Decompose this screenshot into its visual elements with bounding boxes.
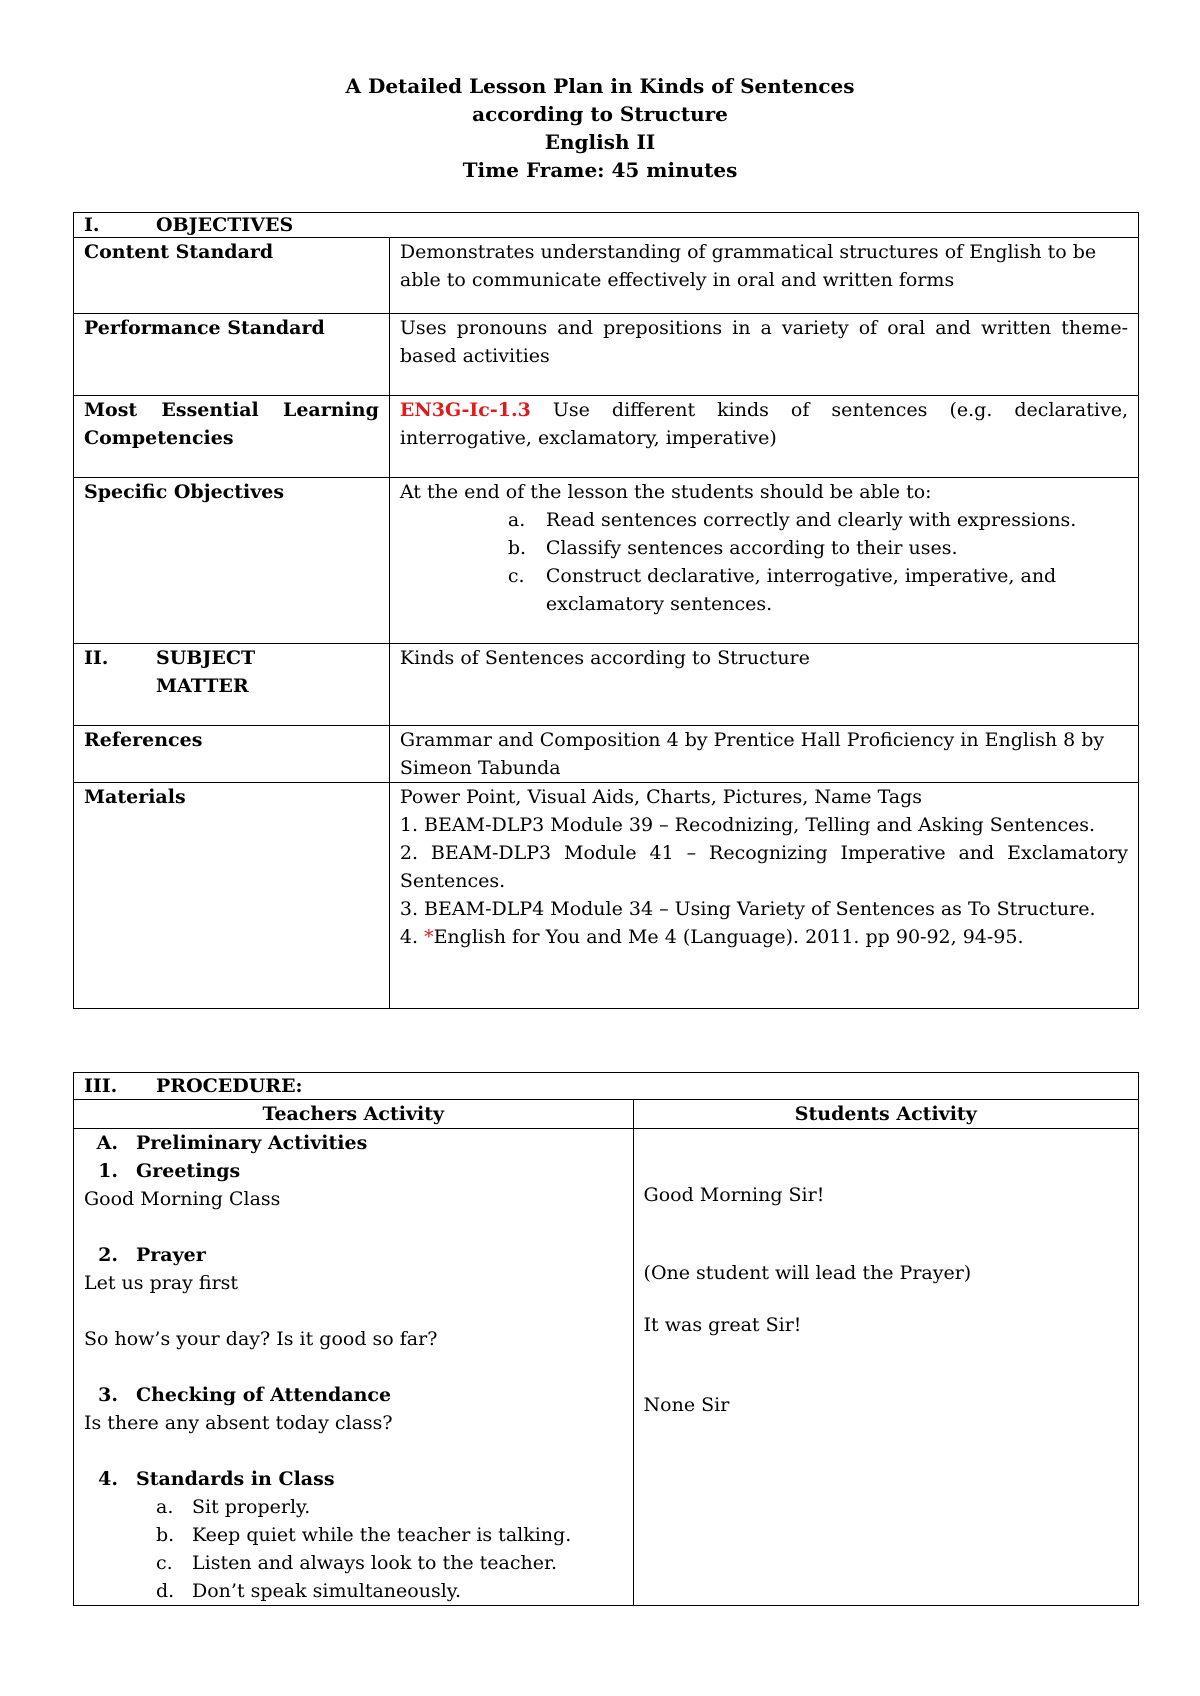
- materials-item-1: 1. BEAM-DLP3 Module 39 – Recodnizing, Telling and Asking Sentences.: [399, 814, 1095, 836]
- references-text: Grammar and Composition 4 by Prentice Hall Proficiency in English 8 by Simeon Tabunda: [389, 726, 1138, 783]
- materials-row: [74, 783, 1139, 1009]
- materials-item-3: 3. BEAM-DLP4 Module 34 – Using Variety of Sentences as To Structure.: [399, 898, 1096, 920]
- standards-text: Standards in Class: [136, 1468, 335, 1490]
- list-item-text: Construct declarative, interrogative, imperative, and exclamatory sentences.: [545, 565, 1057, 615]
- attendance-teacher-text: Is there any absent today class?: [84, 1412, 393, 1434]
- section-a-marker: A.: [96, 1132, 118, 1154]
- prayer-teacher-text: Let us pray first: [84, 1272, 239, 1294]
- materials-intro: Power Point, Visual Aids, Charts, Pictures, Name Tags: [399, 786, 923, 808]
- greet-student-text: Good Morning Sir!: [643, 1184, 825, 1206]
- objectives-table: [73, 212, 1139, 1009]
- procedure-heading-text: PROCEDURE:: [156, 1075, 303, 1097]
- objectives-heading: [74, 213, 1139, 238]
- melc-label-word-3: Learning: [282, 399, 379, 421]
- subject-matter-row: [74, 644, 1139, 726]
- materials-content: [389, 783, 1138, 1009]
- list-item-text: Sit properly.: [192, 1496, 311, 1518]
- content-standard-label: Content Standard: [74, 238, 390, 314]
- list-item: [400, 562, 1128, 618]
- list-item: [84, 1493, 623, 1521]
- greetings-marker: 1.: [98, 1160, 118, 1182]
- title-line-3: English II: [544, 130, 656, 154]
- melc-description: Use different kinds of sentences (e.g. declarative, interrogative, exclamatory, imperative): [399, 399, 1128, 449]
- procedure-table: [73, 1072, 1139, 1606]
- students-activity-header: Students Activity: [633, 1100, 1138, 1129]
- day-student-text: It was great Sir!: [643, 1314, 802, 1336]
- title-line-1: A Detailed Lesson Plan in Kinds of Sentences: [345, 74, 855, 98]
- references-row: [74, 726, 1139, 783]
- attendance-text: Checking of Attendance: [136, 1384, 392, 1406]
- specific-objectives-list: [400, 506, 1128, 618]
- materials-item-4-text: English for You and Me 4 (Language). 2011. pp 90-92, 94-95.: [433, 926, 1024, 948]
- content-standard-text: Demonstrates understanding of grammatical structures of English to be able to communicate effectively in oral and written forms: [389, 238, 1138, 314]
- list-item-text: Read sentences correctly and clearly with expressions.: [545, 509, 1077, 531]
- list-item: [400, 506, 1128, 534]
- performance-standard-row: [74, 314, 1139, 396]
- list-marker: d.: [156, 1580, 175, 1602]
- procedure-heading: [74, 1073, 1139, 1100]
- procedure-content-row: [74, 1129, 1139, 1606]
- title-line-2: according to Structure: [472, 102, 728, 126]
- list-marker: b.: [156, 1524, 175, 1546]
- subject-label-1: SUBJECT: [156, 647, 256, 669]
- prayer-student-text: (One student will lead the Prayer): [643, 1262, 972, 1284]
- objectives-heading-row: [74, 213, 1139, 238]
- list-item: [400, 534, 1128, 562]
- subject-label-2: MATTER: [156, 675, 249, 697]
- melc-code: EN3G-Ic-1.3: [399, 399, 531, 421]
- objectives-heading-text: OBJECTIVES: [156, 214, 294, 236]
- materials-label: Materials: [74, 783, 390, 1009]
- references-label: References: [74, 726, 390, 783]
- asterisk-mark: *: [424, 926, 434, 948]
- performance-standard-label: Performance Standard: [74, 314, 390, 396]
- teachers-activity-cell: [74, 1129, 634, 1606]
- procedure-heading-num: III.: [84, 1075, 118, 1097]
- list-marker: a.: [156, 1496, 174, 1518]
- melc-label-word-2: Essential: [161, 399, 259, 421]
- procedure-heading-row: [74, 1073, 1139, 1100]
- procedure-column-headers: [74, 1100, 1139, 1129]
- objectives-heading-num: I.: [84, 214, 100, 236]
- list-marker: c.: [507, 565, 525, 587]
- title-line-4: Time Frame: 45 minutes: [462, 158, 738, 182]
- subject-matter-label: [74, 644, 390, 726]
- subject-num: II.: [84, 647, 109, 669]
- greetings-heading: [84, 1157, 623, 1185]
- melc-row: [74, 396, 1139, 478]
- section-a-heading: [84, 1129, 623, 1157]
- materials-item-2: 2. BEAM-DLP3 Module 41 – Recognizing Imperative and Exclamatory Sentences.: [399, 842, 1128, 892]
- section-a-text: Preliminary Activities: [136, 1132, 368, 1154]
- list-item-text: Classify sentences according to their uses.: [545, 537, 958, 559]
- list-item-text: Listen and always look to the teacher.: [192, 1552, 558, 1574]
- materials-item-4: [400, 923, 1128, 951]
- standards-heading: [84, 1465, 623, 1493]
- list-marker: a.: [507, 509, 526, 531]
- subject-matter-text: Kinds of Sentences according to Structure: [389, 644, 1138, 726]
- students-activity-cell: [633, 1129, 1138, 1606]
- melc-label-word-4: Competencies: [84, 427, 234, 449]
- melc-label: [74, 396, 390, 478]
- specific-objectives-intro: At the end of the lesson the students should be able to:: [399, 481, 932, 503]
- greetings-text: Greetings: [136, 1160, 241, 1182]
- prayer-text: Prayer: [136, 1244, 206, 1266]
- prayer-heading: [84, 1241, 623, 1269]
- materials-item-4-prefix: 4.: [399, 926, 425, 948]
- document-title: [0, 72, 1200, 184]
- content-standard-row: [74, 238, 1139, 314]
- list-item: [84, 1521, 623, 1549]
- list-item-text: Don’t speak simultaneously.: [192, 1580, 462, 1602]
- specific-objectives-label: Specific Objectives: [74, 478, 390, 644]
- prayer-marker: 2.: [98, 1244, 118, 1266]
- list-item: [84, 1549, 623, 1577]
- performance-standard-text: Uses pronouns and prepositions in a variety of oral and written theme-based activities: [389, 314, 1138, 396]
- attendance-student-text: None Sir: [643, 1394, 730, 1416]
- standards-marker: 4.: [98, 1468, 118, 1490]
- specific-objectives-row: [74, 478, 1139, 644]
- melc-label-word-1: Most: [84, 399, 138, 421]
- list-item: [84, 1577, 623, 1605]
- attendance-heading: [84, 1381, 623, 1409]
- specific-objectives-content: [389, 478, 1138, 644]
- day-teacher-text: So how’s your day? Is it good so far?: [84, 1328, 438, 1350]
- list-marker: c.: [156, 1552, 173, 1574]
- list-item-text: Keep quiet while the teacher is talking.: [192, 1524, 572, 1546]
- attendance-marker: 3.: [98, 1384, 118, 1406]
- teachers-activity-header: Teachers Activity: [74, 1100, 634, 1129]
- greet-teacher-text: Good Morning Class: [84, 1188, 281, 1210]
- list-marker: b.: [507, 537, 527, 559]
- melc-text: [389, 396, 1138, 478]
